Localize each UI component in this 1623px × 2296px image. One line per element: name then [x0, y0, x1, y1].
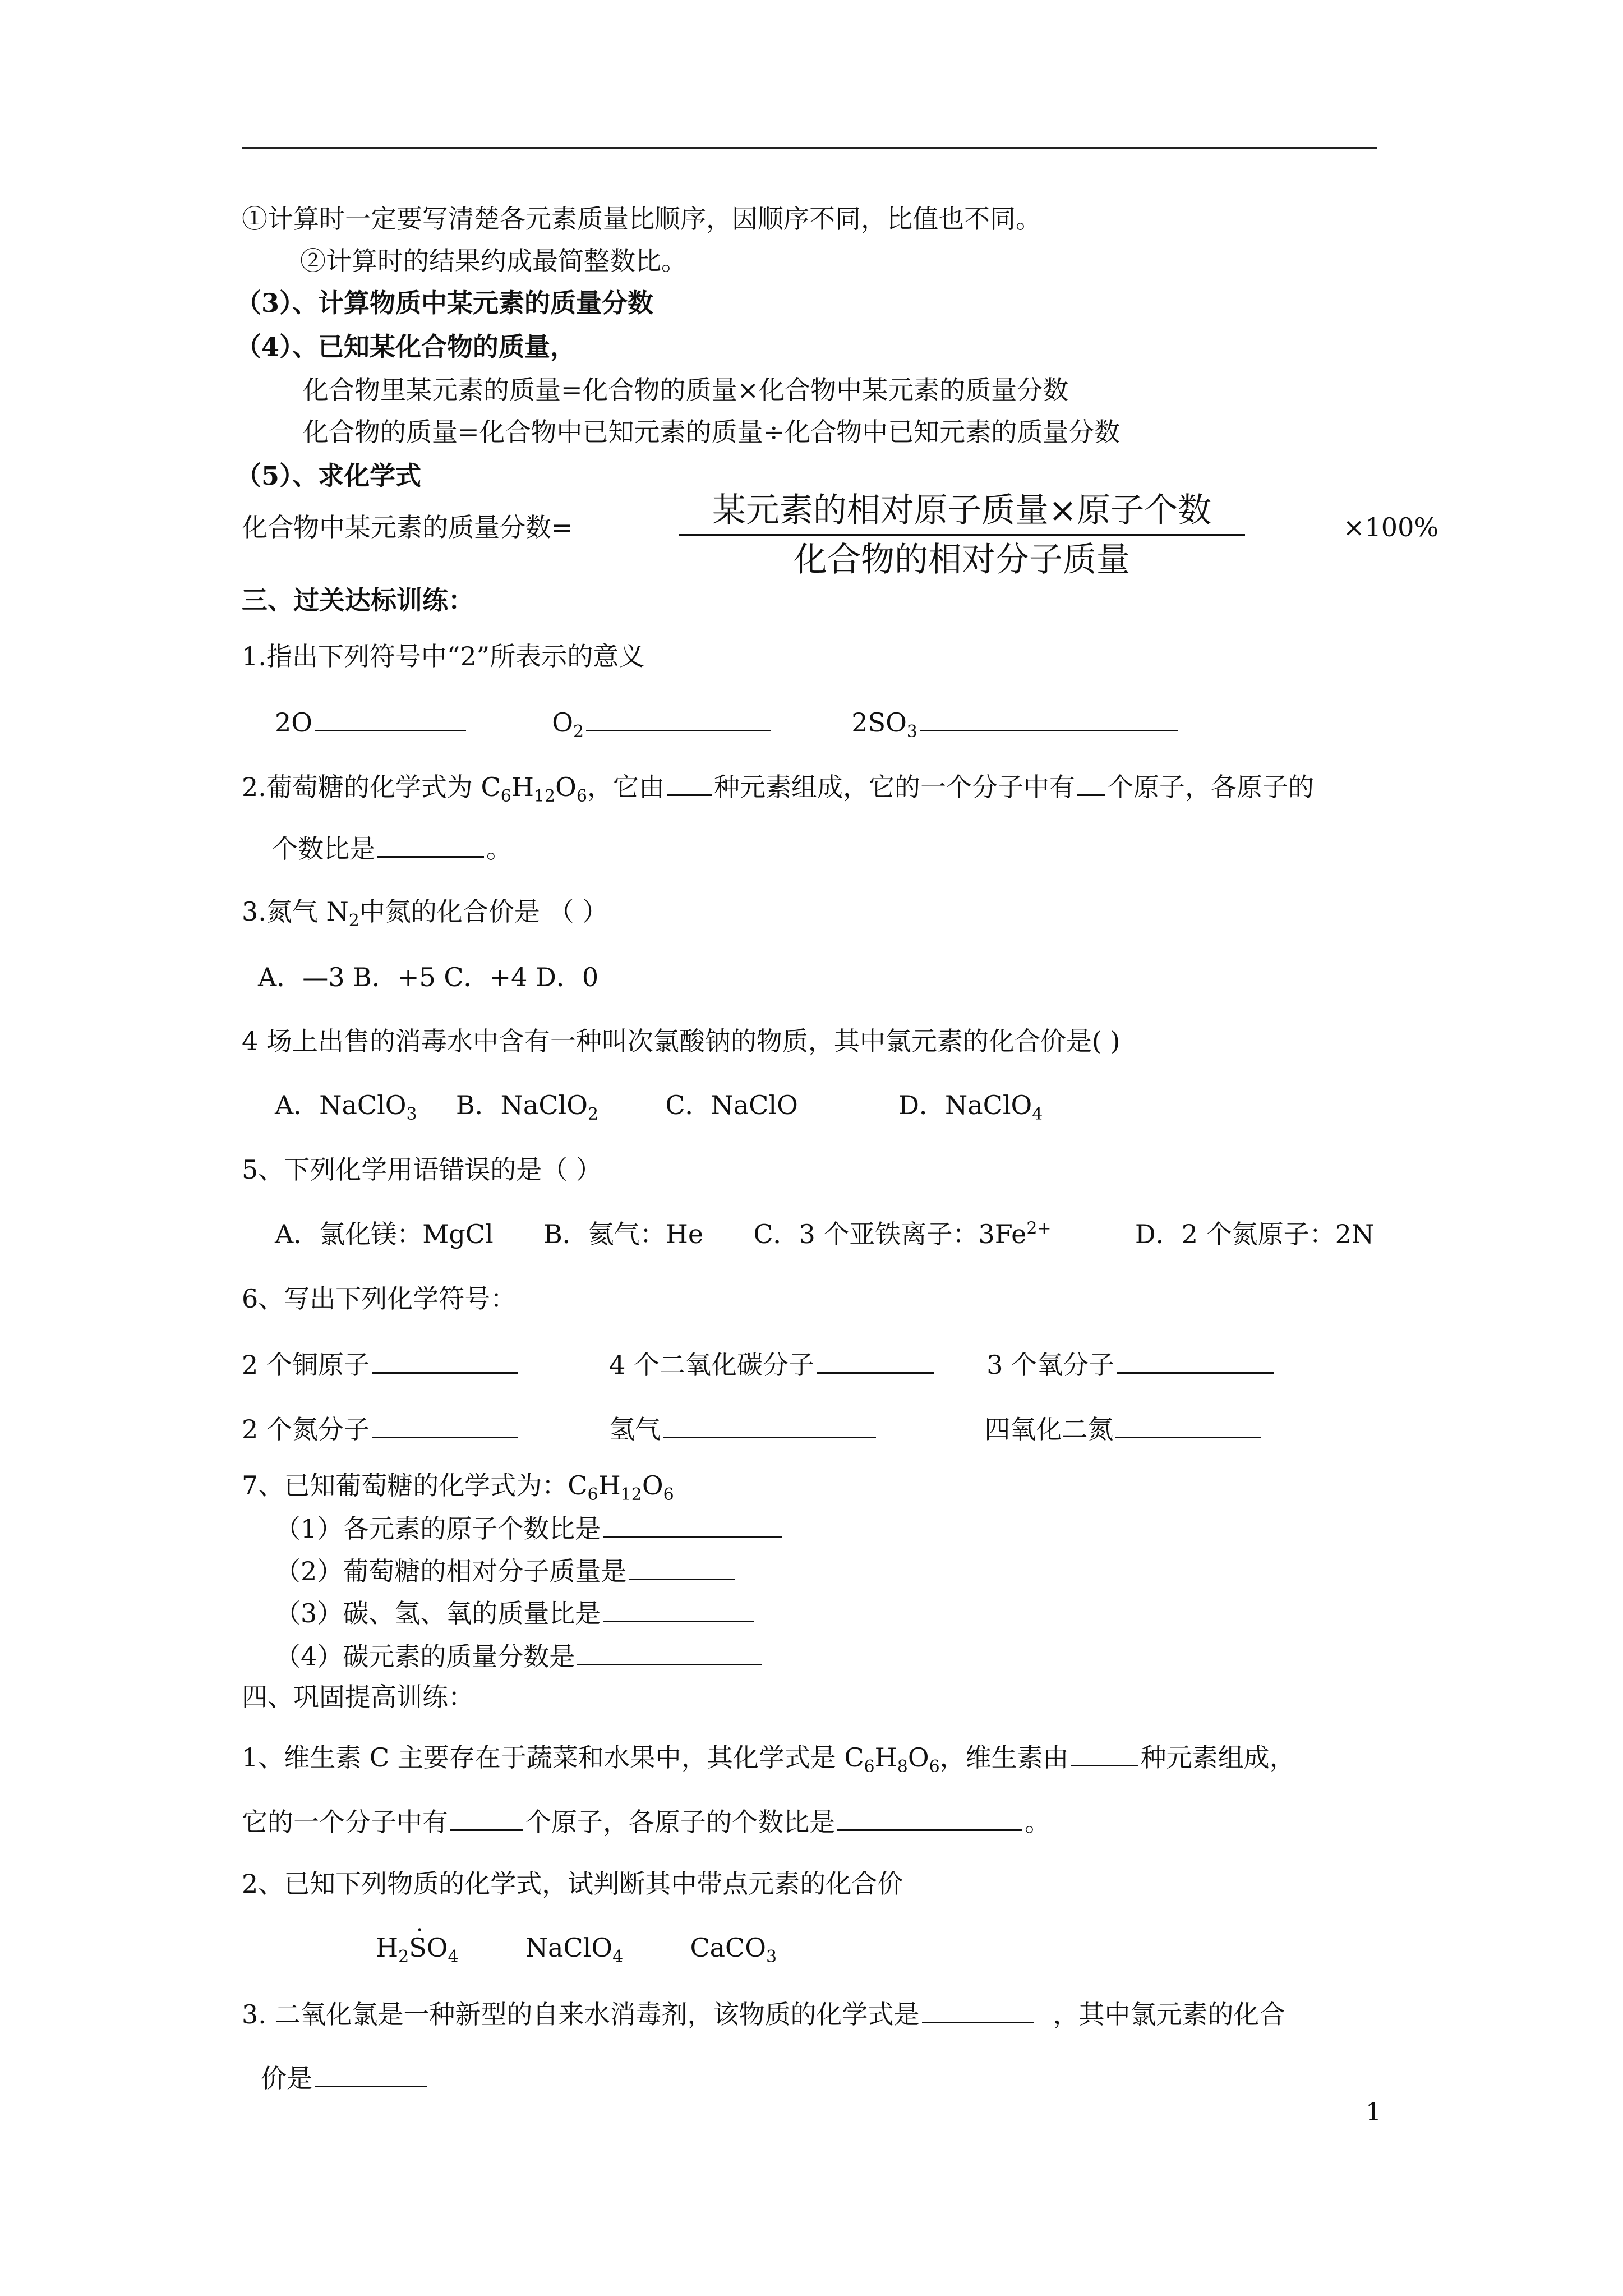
s3-q2-blank-2[interactable] — [1077, 769, 1105, 796]
heading-5: （5）、求化学式 — [236, 461, 422, 491]
s3-q2-blank-3[interactable] — [377, 830, 484, 858]
s4-q2: 2、已知下列物质的化学式，试判断其中带点元素的化合价 — [242, 1869, 903, 1899]
s3-q1-c-blank[interactable] — [920, 704, 1178, 731]
heading-4: （4）、已知某化合物的质量， — [236, 332, 577, 362]
s4-q3-line1: 3. 二氧化氯是一种新型的自来水消毒剂，该物质的化学式是 ，其中氯元素的化合 — [242, 1996, 1285, 2031]
s3-q7-2: （2）葡萄糖的相对分子质量是 — [275, 1553, 737, 1588]
s3-q2-blank-1[interactable] — [667, 769, 712, 796]
formula-2: 化合物的质量=化合物中已知元素的质量÷化合物中已知元素的质量分数 — [303, 417, 1121, 447]
s3-q1-a: 2O — [275, 707, 312, 738]
note-1: ①计算时一定要写清楚各元素质量比顺序，因顺序不同，比值也不同。 — [242, 204, 1041, 234]
mass-fraction-formula — [679, 488, 1245, 582]
page-number: 1 — [1366, 2098, 1381, 2127]
fraction-suffix: ×100% — [1343, 512, 1439, 542]
s3-q6-b-blank[interactable] — [817, 1346, 934, 1374]
s3-q6-d-blank[interactable] — [372, 1411, 518, 1438]
s3-q3-options: A．—3 B．+5 C．+4 D．0 — [258, 962, 599, 992]
s4-q3-blank-2[interactable] — [315, 2060, 427, 2087]
s4-q1-blank-3[interactable] — [837, 1803, 1022, 1831]
s3-q1-b-blank[interactable] — [586, 704, 771, 731]
s3-q7-1: （1）各元素的原子个数比是 — [275, 1510, 785, 1545]
header-rule — [242, 147, 1377, 149]
s3-q2-line1: 2.葡萄糖的化学式为 $C_6H_{12}O_6$，它由 种元素组成，它的一个分子中有 个原子，各原子的 — [242, 769, 1314, 804]
s3-q3: 3.氮气 $N_2$中氮的化合价是 （ ） — [242, 896, 608, 931]
s4-q3-line2: 价是 — [261, 2060, 429, 2095]
s3-q7: 7、已知葡萄糖的化学式为：$C_6H_{12}O_6$ — [242, 1470, 674, 1505]
section4-title: 四、巩固提高训练： — [242, 1682, 474, 1712]
s3-q7-4-blank[interactable] — [577, 1638, 762, 1665]
fraction-label: 化合物中某元素的质量分数= — [242, 512, 573, 542]
s3-q7-3-blank[interactable] — [603, 1595, 754, 1622]
s3-q1: 1.指出下列符号中“2”所表示的意义 — [242, 641, 645, 671]
s3-q1-answers: 2O $O_2$ $2SO_3$ — [275, 704, 1180, 739]
s3-q6-row2: 2 个氮分子 氢气 四氧化二氮 — [242, 1411, 1264, 1446]
section3-title: 三、过关达标训练： — [242, 585, 474, 615]
fraction-denominator: 化合物的相对分子质量 — [794, 540, 1130, 579]
s3-q5-options: A．氯化镁：MgCl B．氦气：He C．3 个亚铁离子：$3Fe^{2+}$ D．2 个氮原子：2N — [275, 1218, 1375, 1249]
s3-q6-c-blank[interactable] — [1117, 1346, 1274, 1374]
s3-q2-line2: 个数比是 。 — [272, 830, 512, 866]
s3-q1-b: O — [552, 707, 573, 738]
s3-q1-c: 2SO — [851, 707, 907, 738]
fraction-numerator: 某元素的相对原子质量×原子个数 — [712, 491, 1212, 530]
s3-q7-3: （3）碳、氢、氧的质量比是 — [275, 1595, 757, 1630]
s3-q6-e-blank[interactable] — [663, 1411, 876, 1438]
s4-q1-line1: 1、维生素 C 主要存在于蔬菜和水果中，其化学式是 $C_6H_8O_6$，维生素由 种元素组成， — [242, 1739, 1295, 1774]
s3-q5: 5、下列化学用语错误的是（ ） — [242, 1154, 602, 1185]
s3-q4: 4 场上出售的消毒水中含有一种叫次氯酸钠的物质，其中氯元素的化合价是( ) — [242, 1026, 1121, 1056]
fraction-bar — [679, 534, 1245, 536]
s4-q2-formulas: $H_2S \cdot O_4$ NaClO$_4$ CaCO$_3$ — [376, 1931, 777, 1964]
formula-1: 化合物里某元素的质量=化合物的质量×化合物中某元素的质量分数 — [303, 375, 1069, 405]
s4-q1-line2: 它的一个分子中有 个原子，各原子的个数比是 。 — [242, 1803, 1050, 1839]
s3-q7-2-blank[interactable] — [629, 1553, 735, 1580]
s4-q3-blank-1[interactable] — [922, 1996, 1034, 2023]
s3-q4-options: A．NaClO$_3$ B．NaClO$_2$ C．NaClO D．NaClO$_4$ — [275, 1090, 1043, 1125]
s4-q1-blank-2[interactable] — [450, 1803, 523, 1831]
s4-q1-blank-1[interactable] — [1071, 1739, 1138, 1766]
s3-q7-4: （4）碳元素的质量分数是 — [275, 1638, 764, 1673]
s3-q1-a-blank[interactable] — [315, 704, 466, 731]
s3-q6-f-blank[interactable] — [1115, 1411, 1261, 1438]
s3-q7-1-blank[interactable] — [603, 1510, 782, 1538]
heading-3: （3）、计算物质中某元素的质量分数 — [236, 288, 654, 318]
s3-q6-a-blank[interactable] — [372, 1346, 518, 1374]
note-2: ②计算时的结果约成最简整数比。 — [300, 246, 687, 276]
s3-q6: 6、写出下列化学符号： — [242, 1283, 517, 1314]
s3-q6-row1: 2 个铜原子 4 个二氧化碳分子 3 个氧分子 — [242, 1346, 1276, 1382]
